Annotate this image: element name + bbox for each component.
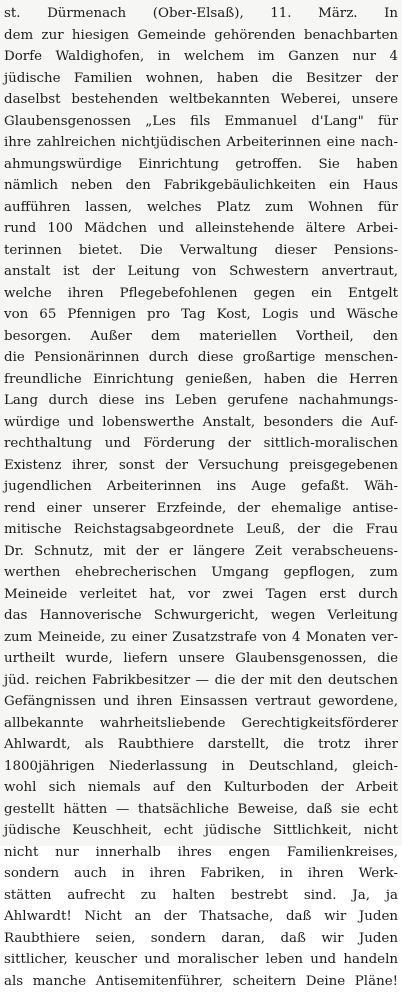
article-line: besorgen. Außer dem materiellen Vortheil, den <box>4 326 398 348</box>
article-line: als manche Antisemitenführer, scheitern Deine Pläne! <box>4 971 398 992</box>
article-line: Raubthiere seien, sondern daran, daß wir Juden <box>4 928 398 950</box>
article-line: Glaubensgenossen „Les fils Emmanuel d'Lang" für <box>4 111 398 133</box>
article-line: daselbst bestehenden weltbekannten Weberei, unsere <box>4 89 398 111</box>
article-line: würdige und lobenswerthe Anstalt, besonders die Auf- <box>4 412 398 434</box>
article-line: urtheilt wurde, liefern unsere Glaubensgenossen, die <box>4 648 398 670</box>
article-line: anstalt ist der Leitung von Schwestern anvertraut, <box>4 261 398 283</box>
article-line: nicht nur innerhalb ihres engen Familienkreises, <box>4 842 398 864</box>
article-line: rund 100 Mädchen und alleinstehende ältere Arbei- <box>4 218 398 240</box>
article-line: Gefängnissen und ihren Einsassen vertraut gewordene, <box>4 691 398 713</box>
article-line: Lang durch diese ins Leben gerufene nachahmungs- <box>4 390 398 412</box>
article-line: Ahlwardt! Nicht an der Thatsache, daß wir Juden <box>4 906 398 928</box>
article-line: wohl sich niemals auf den Kulturboden der Arbeit <box>4 777 398 799</box>
article-line: jugendlichen Arbeiterinnen ins Auge gefaßt. Wäh- <box>4 476 398 498</box>
article-line: 1800jährigen Niederlassung in Deutschland, gleich- <box>4 756 398 778</box>
article-line: Dr. Schnutz, mit der er längere Zeit verabscheuens- <box>4 541 398 563</box>
article-line: zum Meineide, zu einer Zusatzstrafe von 4 Monaten ver- <box>4 627 398 649</box>
article-line: ihre zahlreichen nichtjüdischen Arbeiterinnen eine nach- <box>4 132 398 154</box>
article-line: rend einer unserer Erzfeinde, der ehemalige antise- <box>4 498 398 520</box>
article-line: terinnen bietet. Die Verwaltung dieser Pensions- <box>4 240 398 262</box>
article-line: mitische Reichstagsabgeordnete Leuß, der die Frau <box>4 519 398 541</box>
article-line: rechthaltung und Förderung der sittlich-moralischen <box>4 433 398 455</box>
article-line: stätten aufrecht zu halten bestrebt sind. Ja, ja <box>4 885 398 907</box>
article-line: nämlich neben den Fabrikgebäulichkeiten ein Haus <box>4 175 398 197</box>
article-body <box>4 3 398 992</box>
article-line: die Pensionärinnen durch diese großartige menschen- <box>4 347 398 369</box>
article-line: freundliche Einrichtung genießen, haben die Herren <box>4 369 398 391</box>
article-line: das Hannoverische Schwurgericht, wegen Verleitung <box>4 605 398 627</box>
article-line: welche ihren Pflegebefohlenen gegen ein Entgelt <box>4 283 398 305</box>
article-line: dem zur hiesigen Gemeinde gehörenden benachbarten <box>4 25 398 47</box>
article-line: werthen ehebrecherischen Umgang gepflogen, zum <box>4 562 398 584</box>
article-line: ahmungswürdige Einrichtung getroffen. Sie haben <box>4 154 398 176</box>
article-line: aufführen lassen, welches Platz zum Wohnen für <box>4 197 398 219</box>
article-line: Ahlwardt, als Raubthiere darstellt, die trotz ihrer <box>4 734 398 756</box>
article-line: jüdische Familien wohnen, haben die Besitzer der <box>4 68 398 90</box>
article-line: von 65 Pfennigen pro Tag Kost, Logis und Wäsche <box>4 304 398 326</box>
article-line: Dorfe Waldighofen, in welchem im Ganzen nur 4 <box>4 46 398 68</box>
article-line: allbekannte wahrheitsliebende Gerechtigkeitsförderer <box>4 713 398 735</box>
article-line: Meineide verleitet hat, vor zwei Tagen erst durch <box>4 584 398 606</box>
article-line: jüd. reichen Fabrikbesitzer — die der mit den deutschen <box>4 670 398 692</box>
article-line: Existenz ihrer, sonst der Versuchung preisgegebenen <box>4 455 398 477</box>
article-line: st. Dürmenach (Ober-Elsaß), 11. März. In <box>4 3 398 25</box>
article-line: sittlicher, keuscher und moralischer leben und handeln <box>4 949 398 971</box>
article-line: gestellt hätten — thatsächliche Beweise, daß sie echt <box>4 799 398 821</box>
article-line: sondern auch in ihren Fabriken, in ihren Werk- <box>4 863 398 885</box>
article-line: jüdische Keuschheit, echt jüdische Sittlichkeit, nicht <box>4 820 398 842</box>
